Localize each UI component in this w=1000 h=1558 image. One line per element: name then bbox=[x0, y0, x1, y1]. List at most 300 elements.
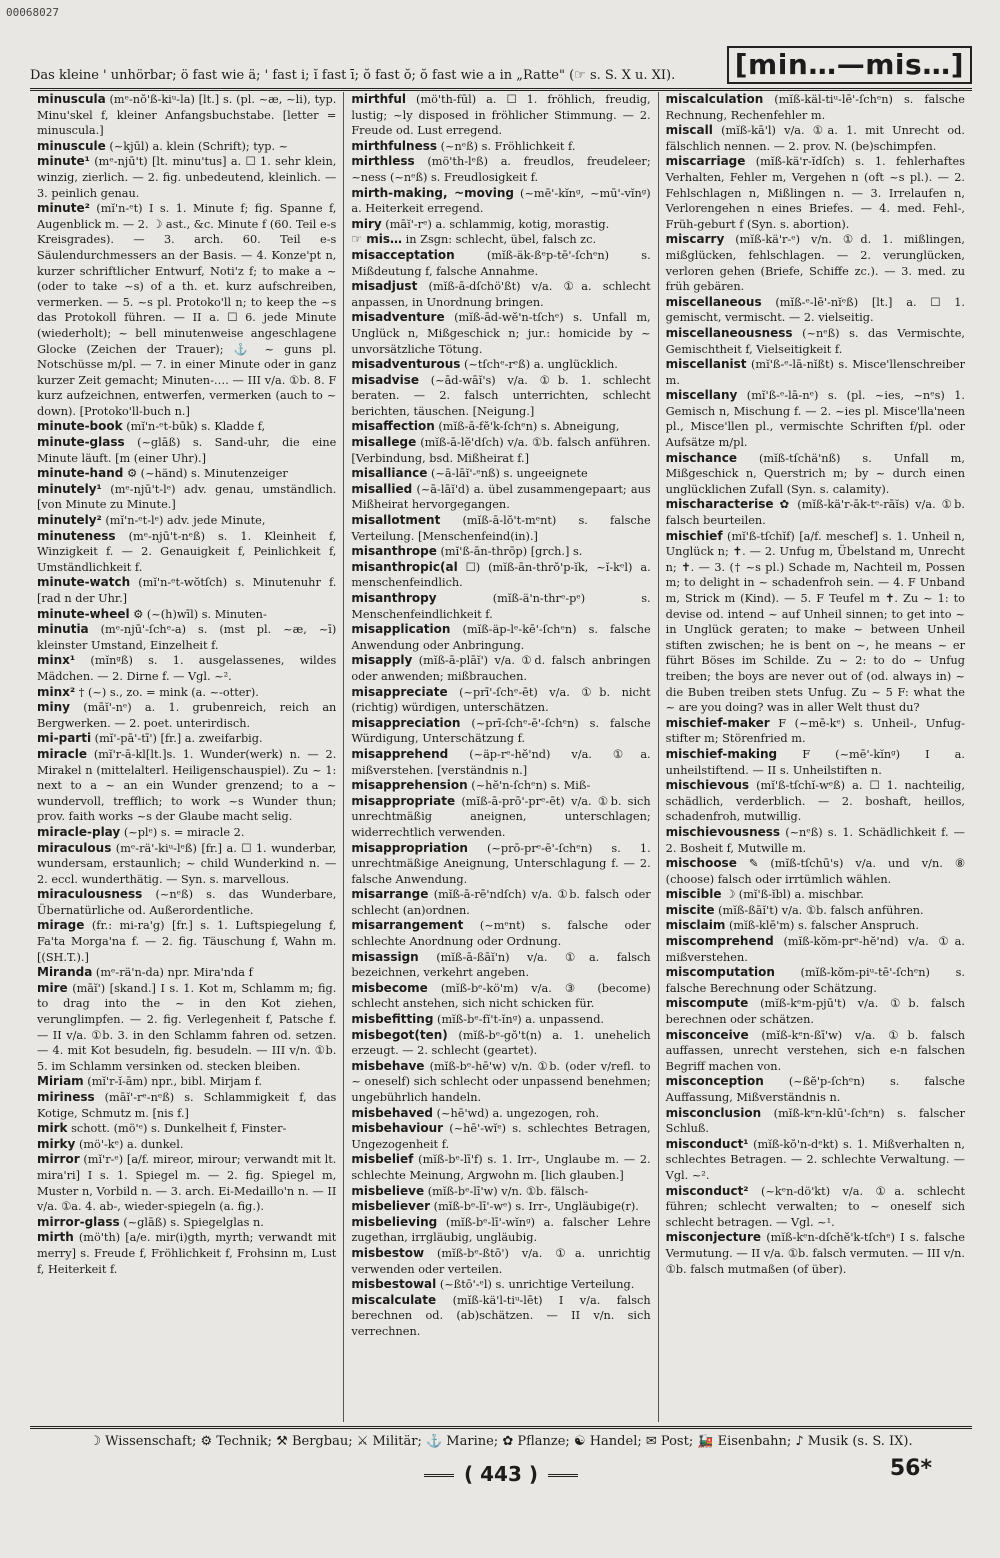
dictionary-entry bbox=[37, 513, 336, 529]
entry-definition: (mĭß-äk-ßᵉp-tē'-ſchᵉn) s. Mißdeutung f, falsche Annahme. bbox=[351, 248, 651, 278]
entry-headword: miscite bbox=[665, 902, 715, 917]
entry-definition: (mĭß-ā-lŏ't-mᵉnt) s. falsche Verteilung. [Menschenfeind(in).] bbox=[351, 514, 651, 543]
entry-headword: misadjust bbox=[351, 279, 418, 294]
entry-definition: (mĭß-kᵉn-dſchĕ'k-tſchᵉ) I s. falsche Vermutung. — II v/a. ①b. falsch vermuten. — III v/n. ①b. falsch mutmaßen (of über). bbox=[665, 1231, 965, 1276]
entry-headword: minx¹ bbox=[37, 653, 76, 668]
symbol-legend: ☽ Wissenschaft; ⚙ Technik; ⚒ Bergbau; ⚔ Militär; ⚓ Marine; ✿ Pflanze; ☯ Handel; ✉ Post; 🚂 Eisenbahn; ♪ Musik (s. S. IX). bbox=[89, 1434, 913, 1449]
dictionary-entry bbox=[351, 1184, 650, 1200]
entry-definition: (mĭß-bᵉ-lī'-wᵉ) s. Irr-, Ungläubige(r). bbox=[433, 1200, 639, 1214]
entry-headword: misconjecture bbox=[665, 1230, 762, 1245]
entry-definition: (māĭ'-rᵉ) a. schlammig, kotig, morastig. bbox=[385, 217, 610, 231]
dictionary-entry bbox=[351, 622, 650, 653]
entry-definition: (~nᵉß) s. das Vermischte, Gemischtheit f, Vielseitigkeit f. bbox=[665, 326, 965, 356]
entry-definition: (mĭß-bᵉ-kö'm) v/a. ③ (become) schlecht anstehen, sich nicht schicken für. bbox=[351, 981, 651, 1011]
dictionary-entry bbox=[351, 139, 650, 155]
entry-headword: misbecome bbox=[351, 980, 428, 995]
dictionary-entry bbox=[351, 357, 650, 373]
entry-headword: miscall bbox=[665, 123, 713, 138]
dictionary-entry bbox=[351, 435, 650, 466]
entry-definition: (mĭß-äp-lᵉ-kē'-ſchᵉn) s. falsche Anwendung oder Anbringung. bbox=[351, 623, 651, 652]
dictionary-entry bbox=[37, 1215, 336, 1231]
entry-definition: ✿ (mĭß-kä'r-āk-tᵉ-rāĭs) v/a. ①b. falsch beurteilen. bbox=[665, 498, 965, 528]
entry-definition: (mĭnᵍß) s. 1. ausgelassenes, wildes Mädchen. — 2. Dirne f. — Vgl. ~². bbox=[37, 654, 337, 683]
dictionary-entry bbox=[351, 154, 650, 185]
entry-headword: mirky bbox=[37, 1136, 76, 1151]
entry-headword: minute-watch bbox=[37, 575, 131, 590]
entry-headword: minutia bbox=[37, 622, 89, 637]
column-1 bbox=[30, 92, 344, 1422]
entry-headword: mischief-making bbox=[665, 746, 778, 761]
entry-definition: (mĭ'r-ĭ-ām) npr., bibl. Mirjam f. bbox=[87, 1075, 263, 1089]
entry-definition: (mĭß-bᵉ-ßtō') v/a. ①a. unrichtig verwenden oder verteilen. bbox=[351, 1246, 651, 1276]
dictionary-entry bbox=[351, 1246, 650, 1277]
dictionary-entry bbox=[666, 903, 965, 919]
dictionary-entry bbox=[351, 1277, 650, 1293]
entry-headword: minuscule bbox=[37, 138, 106, 153]
entry-headword: misadvise bbox=[351, 372, 419, 387]
dictionary-entry bbox=[37, 622, 336, 653]
entry-headword: miscellaneousness bbox=[665, 325, 793, 340]
entry-headword: mirthfulness bbox=[351, 138, 437, 153]
entry-headword: misconception bbox=[665, 1074, 764, 1089]
entry-definition: (~ād-wāĭ's) v/a. ①b. 1. schlecht beraten. — 2. falsch unterrichten, schlecht berichten, täuschen. [Neigung.] bbox=[351, 373, 651, 418]
entry-definition: (mĭ'r-ā-kl[lt.]s. 1. Wunder(werk) n. — 2. Mirakel n (mittelalterl. Heiligenschauspiel). Zu ~ 1: next to a ~ an ein Wunder grenzend; to a ~ wundervoll, trefflich; to work ~s Wunder thun; prov. faith works ~s der Glaube macht selig. bbox=[37, 747, 337, 824]
entry-definition: (mĭß-ā-ßāĭ'n) v/a. ①a. falsch bezeichnen, verkehrt angeben. bbox=[351, 950, 651, 980]
entry-headword: misbehaviour bbox=[351, 1121, 444, 1136]
entry-headword: miraculous bbox=[37, 840, 112, 855]
entry-definition: (mĭ'ß-tſchĭ-wᵉß) a. ☐ 1. nachteilig, schädlich, verderblich. — 2. boshaft, heillos, schadenfroh, mutwillig. bbox=[665, 779, 965, 824]
entry-definition: (mᵉ-njū'-ſchᵉ-a) s. (mst pl. ~æ, ~ī) kleinster Umstand, Einzelheit f. bbox=[37, 623, 337, 652]
dictionary-entry bbox=[37, 1152, 336, 1214]
entry-headword: misarrange bbox=[351, 887, 429, 902]
dictionary-entry bbox=[666, 1028, 965, 1075]
entry-headword: misanthrope bbox=[351, 544, 437, 559]
entry-headword: miscomputation bbox=[665, 965, 775, 980]
entry-definition: (mĭ'-pā'-tī') [fr.] a. zweifarbig. bbox=[94, 732, 263, 746]
entry-headword: misapprehension bbox=[351, 778, 468, 793]
dictionary-columns bbox=[30, 92, 972, 1422]
dictionary-entry bbox=[37, 1137, 336, 1153]
entry-headword: Miranda bbox=[37, 965, 93, 980]
entry-definition: (mĭß-ā-prō'-prᵉ-ēt) v/a. ①b. sich unrechtmäßig aneignen, unterschlagen; widerrechtlich verwenden. bbox=[351, 794, 651, 839]
entry-headword: mirthless bbox=[351, 154, 415, 169]
dictionary-entry bbox=[351, 841, 650, 888]
entry-definition: (~kjūl) a. klein (Schrift); typ. ~ bbox=[109, 139, 289, 153]
entry-headword: miracle-play bbox=[37, 824, 121, 839]
entry-definition: (mö'-kᵉ) a. dunkel. bbox=[78, 1137, 184, 1151]
dictionary-entry bbox=[666, 747, 965, 778]
entry-definition: (~kᵉn-dö'kt) v/a. ①a. schlecht führen; schlecht verwalten; to ~ oneself sich schlecht betragen. — Vgl. ~¹. bbox=[665, 1184, 965, 1229]
bottom-rule bbox=[30, 1426, 972, 1429]
entry-definition: (mĭ'r-ᵉ) [a/f. mireor, mirour; verwandt mit lt. mira'ri] I s. 1. Spiegel m. — 2. fig. Spiegel m, Muster n, Vorbild n. — 3. arch. Ei-Medaillo'n n. — II v/a. ①a. 4. ab-, wieder-spiegeln (a. fig.). bbox=[37, 1153, 337, 1214]
entry-definition: (mĭ'ß-tſchĭf) [a/f. meschef] s. 1. Unheil n, Unglück n; ✝. — 2. Unfug m, Übelstand m, Unrecht n; ✝. — 3. († ~s pl.) Schade m, Nachteil m, Possen m; to delight in ~ schadenfroh sein. — 4. F Unband m, Strick m (Kind). — 5. F Teufel m ✝. Zu ~ 1: to devise od. intend ~ auf Unheil sinnen; to get into ~ in Unglück geraten; to make ~ between Unheil stiften zwischen; he is bent on ~, he means ~ er führt Böses im Schilde. Zu ~ 2: to do ~ Unfug treiben; the boys are never out of (od. always in) ~ die Buben treiben stets Unfug. Zu ~ 5 F: what the ~ are you doing? was in aller Welt thust du? bbox=[665, 529, 965, 715]
entry-definition: (mĭß-bᵉ-lī'w) v/n. ①b. fälsch- bbox=[427, 1184, 589, 1198]
dictionary-entry bbox=[666, 232, 965, 294]
dictionary-entry bbox=[37, 482, 336, 513]
entry-definition: (~ßĕ'p-ſchᵉn) s. falsche Auffassung, Mißverständnis n. bbox=[665, 1075, 965, 1104]
entry-headword: minute-book bbox=[37, 419, 123, 434]
entry-headword: misconclusion bbox=[665, 1105, 762, 1120]
entry-headword: ☞ mis… bbox=[351, 232, 403, 247]
dictionary-entry bbox=[37, 1230, 336, 1277]
dictionary-entry bbox=[351, 1199, 650, 1215]
dictionary-entry bbox=[351, 950, 650, 981]
entry-headword: mischaracterise bbox=[665, 497, 774, 512]
entry-definition: † (~) s., zo. = mink (a. ~-otter). bbox=[78, 685, 259, 699]
dictionary-entry bbox=[666, 1184, 965, 1231]
entry-definition: (mᵉ-rä'n-da) npr. Mira'nda f bbox=[95, 966, 253, 980]
dictionary-entry bbox=[37, 1074, 336, 1090]
page-id: 00068027 bbox=[6, 6, 59, 19]
entry-headword: minute-hand bbox=[37, 466, 124, 481]
entry-definition: (mĭß-ā-dſchö'ßt) v/a. ①a. schlecht anpassen, in Unordnung bringen. bbox=[351, 280, 651, 309]
dictionary-entry bbox=[37, 154, 336, 201]
dictionary-entry bbox=[37, 92, 336, 139]
entry-definition: (mĭß-kᵉn-klū'-ſchᵉn) s. falscher Schluß. bbox=[665, 1106, 965, 1136]
sheet-signature: 56* bbox=[889, 1456, 932, 1481]
entry-headword: misalliance bbox=[351, 466, 428, 481]
entry-headword: minute² bbox=[37, 201, 90, 216]
entry-headword: minx² bbox=[37, 684, 76, 699]
dictionary-entry bbox=[666, 996, 965, 1027]
entry-headword: miracle bbox=[37, 746, 87, 761]
entry-headword: miscible bbox=[665, 887, 722, 902]
entry-headword: misclaim bbox=[665, 918, 726, 933]
entry-headword: misconduct¹ bbox=[665, 1136, 749, 1151]
entry-definition: (mĭß-ä'n-thrᵉ-pᵉ) s. Menschenfeindlichkeit f. bbox=[351, 592, 651, 621]
entry-headword: minuteness bbox=[37, 528, 116, 543]
entry-definition: schott. (mö'ᵉ) s. Dunkelheit f, Finster- bbox=[71, 1122, 287, 1136]
entry-headword: misallotment bbox=[351, 513, 441, 528]
dictionary-entry bbox=[351, 560, 650, 591]
dictionary-entry bbox=[666, 887, 965, 903]
entry-headword: mirth bbox=[37, 1230, 74, 1245]
entry-headword: miny bbox=[37, 700, 70, 715]
entry-headword: misassign bbox=[351, 949, 419, 964]
entry-definition: (~hē'wd) a. ungezogen, roh. bbox=[436, 1106, 600, 1120]
entry-headword: misconceive bbox=[665, 1027, 749, 1042]
entry-definition: (mĭß-ßāĭ't) v/a. ①b. falsch anführen. bbox=[718, 903, 924, 917]
entry-definition: (~tſchᵉ-rᵉß) a. unglücklich. bbox=[464, 358, 618, 372]
dictionary-entry bbox=[666, 1074, 965, 1105]
entry-definition: (mĭß-bᵉ-lī'-wĭnᵍ) a. falscher Lehre zugethan, irrgläubig, ungläubig. bbox=[351, 1215, 651, 1245]
entry-definition: (mĭß-ā-plāĭ') v/a. ①d. falsch anbringen oder anwenden; mißbrauchen. bbox=[351, 654, 651, 683]
dictionary-entry bbox=[37, 139, 336, 155]
entry-headword: miscompute bbox=[665, 996, 749, 1011]
entry-definition: (~ā-lāĭ'd) a. übel zusammengepaart; aus Mißheirat hervorgegangen. bbox=[351, 482, 651, 512]
entry-definition: ☽ (mĭ'ß-ĭbl) a. mischbar. bbox=[725, 888, 864, 902]
entry-headword: mirror-glass bbox=[37, 1214, 120, 1229]
entry-headword: mischievous bbox=[665, 778, 750, 793]
entry-headword: misarrangement bbox=[351, 918, 464, 933]
entry-headword: mirthful bbox=[351, 92, 407, 106]
dictionary-entry bbox=[351, 1106, 650, 1122]
entry-headword: misbehave bbox=[351, 1058, 425, 1073]
entry-headword: misbefitting bbox=[351, 1012, 434, 1027]
entry-definition: (~prō-prᵉ-ē'-ſchᵉn) s. 1. unrechtmäßige Aneignung, Unterschlagung f. — 2. falsche Anwendung. bbox=[351, 841, 651, 886]
entry-definition: (~prī-ſchᵉ-ē'-ſchᵉn) s. falsche Würdigung, Unterschätzung f. bbox=[351, 716, 651, 746]
entry-definition: F (~mē-kᵉ) s. Unheil-, Unfug-stifter m; Störenfried m. bbox=[665, 716, 965, 746]
entry-headword: misbestow bbox=[351, 1245, 425, 1260]
entry-definition: (mĭß-tſchä'nß) s. Unfall m, Mißgeschick n, Querstrich m; by ~ durch einen unglücklichen Zufall (Syn. s. calamity). bbox=[665, 451, 965, 496]
entry-definition: (mĭß-kŏm-prᵉ-hĕ'nd) v/a. ①a. mißverstehen. bbox=[665, 935, 965, 964]
dictionary-entry bbox=[351, 373, 650, 420]
entry-definition: in Zsgn: schlecht, übel, falsch zc. bbox=[405, 233, 597, 247]
dictionary-entry bbox=[666, 92, 965, 123]
entry-headword: misadventurous bbox=[351, 357, 461, 372]
entry-headword: misanthropic(al bbox=[351, 559, 458, 574]
entry-definition: (mĭß-kä'r-ĭdſch) s. 1. fehlerhaftes Verhalten, Fehler m, Vergehen n (oft ~s pl.). — 2. Fehlschlagen n, Mißlingen n. — 3. Irrelaufen n, Verlorengehen n eines Briefes. — 4. med. Fehl-, Früh-geburt f (Syn. s. abortion). bbox=[665, 155, 965, 231]
entry-definition: ☐) (mĭß-ān-thrŏ'p-ĭk, ~ĭ-kᵉl) a. menschenfeindlich. bbox=[351, 560, 651, 590]
dictionary-entry bbox=[666, 451, 965, 498]
page-number: ( 443 ) bbox=[30, 1462, 972, 1486]
dictionary-entry bbox=[37, 529, 336, 576]
entry-definition: (māĭ'-rᵉ-nᵉß) s. Schlammigkeit f, das Kotige, Schmutz m. [nis f.] bbox=[37, 1091, 337, 1120]
entry-headword: misapprehend bbox=[351, 746, 449, 761]
entry-headword: minute¹ bbox=[37, 154, 90, 169]
dictionary-entry bbox=[351, 1121, 650, 1152]
dictionary-entry bbox=[37, 747, 336, 825]
entry-headword: miry bbox=[351, 216, 382, 231]
entry-headword: miscalculation bbox=[665, 92, 764, 106]
dictionary-entry bbox=[37, 825, 336, 841]
entry-definition: (mö'th-lᵉß) a. freudlos, freudeleer; ~ness (~nᵉß) s. Freudlosigkeit f. bbox=[351, 155, 651, 184]
entry-definition: (~ā-lāĭ'-ᵉnß) s. ungeeignete bbox=[431, 467, 588, 481]
dictionary-entry bbox=[351, 310, 650, 357]
dictionary-entry bbox=[666, 154, 965, 232]
dictionary-entry bbox=[37, 201, 336, 419]
entry-definition: (mĭß-ād-wĕ'n-tſchᵉ) s. Unfall m, Unglück n, Mißgeschick n; jur.: homicide by ~ unvorsätzliche Tötung. bbox=[351, 311, 651, 356]
entry-headword: misapply bbox=[351, 653, 413, 668]
dictionary-entry bbox=[666, 856, 965, 887]
dictionary-entry bbox=[37, 918, 336, 965]
entry-headword: misappropriation bbox=[351, 840, 468, 855]
entry-definition: F (~mē'-kĭnᵍ) I a. unheilstiftend. — II s. Unheilstiften n. bbox=[665, 747, 965, 777]
dictionary-entry bbox=[666, 965, 965, 996]
entry-definition: (mĭß-kᵉn-ßī'w) v/a. ①b. falsch auffassen, unrecht verstehen, sich e-n falschen Begriff machen von. bbox=[665, 1028, 965, 1073]
dictionary-entry bbox=[351, 1059, 650, 1106]
dictionary-entry bbox=[37, 419, 336, 435]
entry-headword: miscarriage bbox=[665, 154, 746, 169]
entry-headword: misbegot(ten) bbox=[351, 1027, 448, 1042]
column-2 bbox=[344, 92, 658, 1422]
entry-headword: miscalculate bbox=[351, 1292, 437, 1307]
entry-headword: misapplication bbox=[351, 622, 451, 637]
dictionary-entry bbox=[666, 934, 965, 965]
entry-headword: minutely¹ bbox=[37, 481, 102, 496]
entry-definition: (mĭß-bᵉ-fĭ't-ĭnᵍ) a. unpassend. bbox=[437, 1013, 605, 1027]
entry-definition: (mĭß-ᵉ-lē'-nĭᵉß) [lt.] a. ☐ 1. gemischt, vermischt. — 2. vielseitig. bbox=[665, 295, 965, 325]
dictionary-entry bbox=[666, 326, 965, 357]
dictionary-entry bbox=[37, 1121, 336, 1137]
entry-headword: misbelief bbox=[351, 1152, 414, 1167]
entry-definition: (mᵉ-njū't-lᵉ) adv. genau, umständlich. [von Minute zu Minute.] bbox=[37, 482, 337, 512]
dictionary-entry bbox=[351, 466, 650, 482]
entry-definition: (mĭß-kä'l-tiᵘ-lēt) I v/a. falsch berechnen od. (ab)schätzen. — II v/n. sich verrechnen. bbox=[351, 1293, 651, 1338]
entry-definition: (~prī'-ſchᵉ-ēt) v/a. ①b. nicht (richtig) würdigen, unterschätzen. bbox=[351, 685, 651, 715]
entry-headword: misconduct² bbox=[665, 1183, 749, 1198]
entry-definition: (mĭß-kŏm-piᵘ-tē'-ſchᵉn) s. falsche Berechnung oder Schätzung. bbox=[665, 966, 965, 995]
entry-headword: misallied bbox=[351, 481, 413, 496]
dictionary-entry bbox=[351, 419, 650, 435]
dictionary-entry bbox=[666, 388, 965, 450]
dictionary-entry bbox=[351, 186, 650, 217]
entry-definition: (mĭ'n-ᵉt-wŏtſch) s. Minutenuhr f. [rad n der Uhr.] bbox=[37, 576, 337, 605]
entry-definition: (~hē'-wĭᵉ) s. schlechtes Betragen, Ungezogenheit f. bbox=[351, 1122, 651, 1151]
entry-headword: miriness bbox=[37, 1090, 95, 1104]
entry-headword: misappropriate bbox=[351, 793, 456, 808]
dictionary-entry bbox=[666, 529, 965, 716]
entry-headword: Miriam bbox=[37, 1074, 84, 1089]
dictionary-entry bbox=[666, 497, 965, 528]
entry-headword: misallege bbox=[351, 435, 417, 450]
dictionary-entry bbox=[666, 918, 965, 934]
entry-headword: mischievousness bbox=[665, 824, 781, 839]
entry-headword: mischoose bbox=[665, 856, 737, 871]
dictionary-entry bbox=[351, 1293, 650, 1340]
entry-definition: ⚙ (~(h)wīl) s. Minuten- bbox=[133, 607, 267, 621]
entry-definition: (mĭ'ß-ān-thrōp) [grch.] s. bbox=[440, 545, 583, 559]
entry-headword: misbestowal bbox=[351, 1277, 437, 1292]
entry-definition: (~glāß) s. Spiegelglas n. bbox=[123, 1215, 264, 1229]
dictionary-entry bbox=[351, 513, 650, 544]
dictionary-entry bbox=[37, 841, 336, 888]
entry-definition: (mĭ'n-ᵉt-būk) s. Kladde f, bbox=[126, 420, 266, 434]
dictionary-entry bbox=[666, 778, 965, 825]
entry-definition: (~nᵉß) s. das Wunderbare, Übernatürliche od. Außerordentliche. bbox=[37, 888, 337, 917]
entry-headword: misappreciation bbox=[351, 715, 461, 730]
entry-definition: (mᵉ-njū't-nᵉß) s. 1. Kleinheit f, Winzigkeit f. — 2. Genauigkeit f, Peinlichkeit f, Umständlichkeit f. bbox=[37, 529, 337, 574]
dictionary-entry bbox=[351, 981, 650, 1012]
entry-definition: (māĭ'-nᵉ) a. 1. grubenreich, reich an Bergwerken. — 2. poet. unterirdisch. bbox=[37, 701, 337, 730]
entry-definition: (~glāß) s. Sand-uhr, die eine Minute läuft. [m (einer Uhr).] bbox=[37, 436, 337, 465]
dictionary-entry bbox=[351, 747, 650, 778]
entry-definition: (mĭß-ā-rē'ndſch) v/a. ①b. falsch oder schlecht (an)ordnen. bbox=[351, 888, 651, 917]
dictionary-entry bbox=[351, 248, 650, 279]
entry-definition: ⚙ (~händ) s. Minutenzeiger bbox=[126, 467, 288, 481]
dictionary-entry bbox=[37, 435, 336, 466]
entry-definition: (mᵉ-njū't) [lt. minu'tus] a. ☐ 1. sehr klein, winzig, zierlich. — 2. fig. unbedeutend, kleinlich. — 3. peinlich genau. bbox=[37, 155, 337, 200]
dictionary-entry bbox=[351, 544, 650, 560]
entry-headword: mischief-maker bbox=[665, 715, 770, 730]
entry-definition: (mĭ'n-ᵉt) I s. 1. Minute f; fig. Spanne f, Augenblick m. — 2. ☽ ast., &c. Minute f (60. Teil e-s Kreisgrades). — 3. arch. 60. Teil e-s Säulendurchmessers an der Basis. — 4. Konze'pt n, kurzer schriftlicher Entwurf, Noti'z f; to make a ~ (oder to take ~s) of a th. et. kurz aufschreiben, vermerken. — 5. ~s pl. Protoko'll n; to keep the ~s das Protokoll führen. — II a. ☐ 6. jede Minute (wiederholt); ~ bell minutenweise angeschlagene Glocke (Zeichen der Trauer); ⚓ ~ guns pl. Notschüsse m/pl. — 7. in einer Minute oder in ganz kurzer Zeit gemacht; Minuten-…. — III v/a. ①b. 8. F kurz aufzeichnen, entwerfen, vermerken (auch to ~ down). [Protoko'll-buch n.] bbox=[37, 202, 337, 418]
page-range-heading: [min…—mis…] bbox=[727, 46, 972, 84]
dictionary-entry bbox=[351, 918, 650, 949]
entry-definition: (~nᵉß) s. 1. Schädlichkeit f. — 2. Bosheit f, Mutwille m. bbox=[665, 825, 965, 855]
entry-headword: miscellanist bbox=[665, 357, 747, 372]
entry-headword: misanthropy bbox=[351, 591, 437, 605]
entry-headword: mirth-making, ~moving bbox=[351, 185, 514, 200]
page-header bbox=[30, 36, 972, 91]
dictionary-entry bbox=[351, 482, 650, 513]
dictionary-entry bbox=[351, 1152, 650, 1183]
entry-headword: misbeliever bbox=[351, 1199, 431, 1214]
dictionary-entry bbox=[37, 887, 336, 918]
dictionary-entry bbox=[37, 965, 336, 981]
dictionary-entry bbox=[351, 887, 650, 918]
entry-headword: miscellany bbox=[665, 388, 738, 403]
entry-definition: (mĭ'n-ᵉt-lᵉ) adv. jede Minute, bbox=[105, 514, 266, 528]
entry-definition: (mĭß-bᵉ-gŏ't(n) a. 1. unehelich erzeugt. — 2. schlecht (geartet). bbox=[351, 1028, 651, 1058]
entry-definition: (mö'th) [a/e. mir(i)gth, myrth; verwandt mit merry] s. Freude f, Fröhlichkeit f, Frohsinn m, Lust f, Heiterkeit f. bbox=[37, 1231, 337, 1276]
entry-headword: minutely² bbox=[37, 513, 102, 528]
entry-definition: (mĭß-käl-tiᵘ-lē'-ſchᵉn) s. falsche Rechnung, Rechenfehler m. bbox=[665, 93, 965, 122]
dictionary-entry bbox=[666, 825, 965, 856]
entry-headword: misbehaved bbox=[351, 1105, 434, 1120]
dictionary-entry bbox=[37, 1090, 336, 1121]
entry-definition: (~nᵉß) s. Fröhlichkeit f. bbox=[440, 139, 576, 153]
entry-definition: (mĭß-kŏ'n-dᵉkt) s. 1. Mißverhalten n, schlechtes Betragen. — 2. schlechte Verwaltung. — Vgl. ~². bbox=[665, 1137, 965, 1182]
entry-headword: mirror bbox=[37, 1152, 80, 1167]
entry-definition: (mĭß-bᵉ-lī'f) s. 1. Irr-, Unglaube m. — 2. schlechte Meinung, Argwohn m. [lich glauben.] bbox=[351, 1153, 651, 1182]
entry-definition: (mĭß-kᵉm-pjū't) v/a. ①b. falsch berechnen oder schätzen. bbox=[665, 997, 965, 1027]
dictionary-entry bbox=[37, 685, 336, 701]
dictionary-entry bbox=[351, 217, 650, 233]
entry-definition: (~plᵉ) s. = miracle 2. bbox=[123, 825, 245, 839]
dictionary-entry bbox=[351, 1215, 650, 1246]
entry-definition: (mĭß-ā-lĕ'dſch) v/a. ①b. falsch anführen. [Verbindung, bsd. Mißheirat f.] bbox=[351, 436, 651, 465]
dictionary-entry bbox=[666, 1106, 965, 1137]
entry-headword: misappreciate bbox=[351, 684, 448, 699]
dictionary-entry bbox=[351, 794, 650, 841]
entry-headword: mi-parti bbox=[37, 731, 92, 746]
entry-definition: (mĭß-bᵉ-hē'w) v/n. ①b. (oder v/refl. to ~ oneself) sich schlecht oder unpassend benehmen; ungebührlich handeln. bbox=[351, 1059, 651, 1104]
entry-headword: miscarry bbox=[665, 232, 725, 247]
entry-headword: mire bbox=[37, 980, 68, 995]
entry-headword: miscomprehend bbox=[665, 934, 774, 949]
entry-definition: (mᵉ-rä'-kiᵘ-lᵉß) [fr.] a. ☐ 1. wunderbar, wundersam, erstaunlich; ~ child Wunderkind n. — 2. eccl. wunderthätig. — Syn. s. marvellous. bbox=[37, 841, 337, 886]
dictionary-entry bbox=[351, 1028, 650, 1059]
dictionary-entry bbox=[351, 279, 650, 310]
dictionary-entry bbox=[37, 731, 336, 747]
entry-definition: (māĭ') [skand.] I s. 1. Kot m, Schlamm m; fig. to drag into the ~ in den Kot ziehen, verunglimpfen. — 2. fig. Verlegenheit f, Patsche f. — II v/a. ①b. 3. in den Schlamm fahren od. setzen. — 4. mit Kot besudeln, fig. besudeln. — III v/n. ①b. 5. im Schlamm versinken od. stecken bleiben. bbox=[37, 981, 337, 1073]
entry-definition: (~mē'-kĭnᵍ, ~mū'-vĭnᵍ) a. Heiterkeit erregend. bbox=[351, 186, 651, 216]
dictionary-entry bbox=[351, 1012, 650, 1028]
dictionary-entry bbox=[666, 295, 965, 326]
dictionary-entry bbox=[37, 466, 336, 482]
pronunciation-key: Das kleine ' unhörbar; ö fast wie ä; ' fast i; ĭ fast ī; ŏ fast ŏ; ŏ fast wie a in „Ratte" (☞ s. S. X u. XI). bbox=[30, 68, 676, 83]
entry-headword: misadventure bbox=[351, 310, 445, 325]
dictionary-entry bbox=[37, 575, 336, 606]
entry-definition: (mĭ'ß-ᵉ-lā-nĭßt) s. Misce'llenschreiber m. bbox=[665, 358, 965, 387]
entry-headword: minute-glass bbox=[37, 435, 125, 450]
dictionary-entry bbox=[37, 653, 336, 684]
entry-headword: mirage bbox=[37, 918, 85, 933]
dictionary-entry bbox=[666, 716, 965, 747]
entry-definition: (fr.: mi-ra'g) [fr.] s. 1. Luftspiegelung f, Fa'ta Morga'na f. — 2. fig. Täuschung f, Wahn m. [(SH.T.).] bbox=[37, 919, 337, 964]
entry-definition: (~mᵉnt) s. falsche oder schlechte Anordnung oder Ordnung. bbox=[351, 919, 651, 949]
entry-headword: miraculousness bbox=[37, 887, 143, 902]
dictionary-entry bbox=[351, 716, 650, 747]
entry-headword: minuscula bbox=[37, 92, 106, 106]
entry-headword: mischief bbox=[665, 528, 723, 543]
dictionary-entry bbox=[666, 123, 965, 154]
entry-headword: misbelieving bbox=[351, 1214, 438, 1229]
page-footer bbox=[30, 1456, 972, 1502]
entry-headword: mirk bbox=[37, 1121, 68, 1136]
entry-definition: (mĭß-kä'r-ᵉ) v/n. ①d. 1. mißlingen, mißglücken, fehlschlagen. — 2. verunglücken, verloren gehen (Briefe, Schiffe zc.). — 3. med. zu früh gebären. bbox=[665, 233, 965, 294]
entry-headword: misbelieve bbox=[351, 1183, 425, 1198]
entry-headword: minute-wheel bbox=[37, 606, 130, 621]
entry-definition: (mĭß-klē'm) s. falscher Anspruch. bbox=[728, 919, 919, 933]
entry-definition: (~hĕ'n-ſchᵉn) s. Miß- bbox=[471, 779, 591, 793]
entry-definition: (mĭß-ā-fĕ'k-ſchᵉn) s. Abneigung, bbox=[438, 420, 620, 434]
entry-definition: (mᵉ-nŏ'ß-kiᵘ-la) [lt.] s. (pl. ~æ, ~li), typ. Minu'skel f, kleiner Anfangsbuchstabe. [letter = minuscula.] bbox=[37, 93, 337, 138]
entry-definition: (mĭ'ß-ᵉ-lā-nᵉ) s. (pl. ~ies, ~nᵉs) 1. Gemisch n, Mischung f. — 2. ~ies pl. Misce'lla'neen pl., Misce'llen pl., vermischte Schriften f/pl. oder Aufsätze m/pl. bbox=[665, 389, 965, 450]
dictionary-entry bbox=[37, 607, 336, 623]
entry-definition: (~äp-rᵉ-hĕ'nd) v/a. ①a. mißverstehen. [verständnis n.] bbox=[351, 747, 651, 777]
dictionary-entry bbox=[351, 685, 650, 716]
